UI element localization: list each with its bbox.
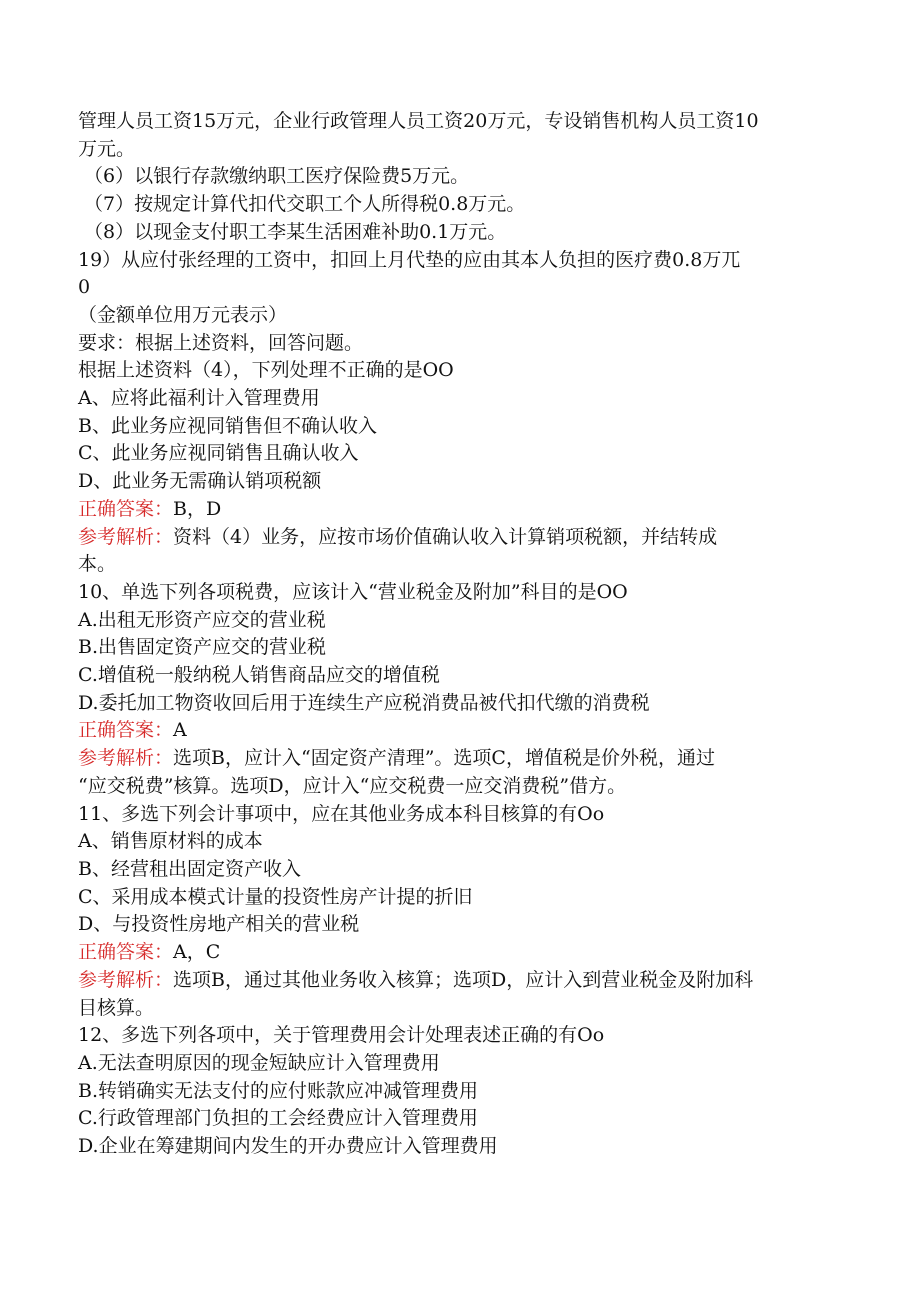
question-stem: 根据上述资料（4），下列处理不正确的是OO bbox=[78, 359, 454, 382]
question-stem: 11、多选下列会计事项中，应在其他业务成本科目核算的有Oo bbox=[78, 802, 605, 825]
analysis-label: 参考解析： bbox=[78, 747, 174, 770]
question-stem: 12、多选下列各项中，关于管理费用会计处理表述正确的有Oo bbox=[78, 1024, 605, 1047]
option-a: A.无法查明原因的现金短缺应计入管理费用 bbox=[78, 1051, 440, 1074]
document-body bbox=[78, 108, 848, 1161]
analysis-label: 参考解析： bbox=[78, 525, 174, 548]
option-b: B、经营租出固定资产收入 bbox=[78, 857, 301, 880]
intro-item-7: （7）按规定计算代扣代交职工个人所得税0.8万元。 bbox=[84, 193, 526, 216]
analysis-continued: 本。 bbox=[78, 553, 117, 576]
option-b: B.出售固定资产应交的营业税 bbox=[78, 636, 327, 659]
option-d: D.企业在筹建期间内发生的开办费应计入管理费用 bbox=[78, 1135, 498, 1158]
correct-answer bbox=[78, 939, 848, 967]
intro-item-19-line-1: 19）从应付张经理的工资中，扣回上月代垫的应由其本人负担的医疗费0.8万兀 bbox=[78, 248, 741, 271]
answer-label: 正确答案： bbox=[78, 497, 174, 520]
requirement: 要求：根据上述资料，回答问题。 bbox=[78, 331, 364, 354]
option-c: C、此业务应视同销售且确认收入 bbox=[78, 442, 359, 465]
answer-value: A bbox=[173, 719, 187, 742]
analysis-continued: “应交税费”核算。选项D，应计入“应交税费一应交消费税”借方。 bbox=[78, 774, 627, 797]
analysis bbox=[78, 524, 848, 552]
option-c: C.增值税一般纳税人销售商品应交的增值税 bbox=[78, 664, 440, 687]
option-a: A.出租无形资产应交的营业税 bbox=[78, 608, 326, 631]
answer-value: A，C bbox=[173, 941, 221, 964]
analysis bbox=[78, 745, 848, 773]
option-d: D、与投资性房地产相关的营业税 bbox=[78, 913, 360, 936]
analysis bbox=[78, 967, 848, 995]
analysis-text: 选项B，应计入“固定资产清理”。选项C，增值税是价外税，通过 bbox=[173, 747, 715, 770]
option-c: C.行政管理部门负担的工会经费应计入管理费用 bbox=[78, 1107, 478, 1130]
intro-item-19-line-2: 0 bbox=[78, 276, 91, 299]
correct-answer bbox=[78, 717, 848, 745]
intro-item-6: （6）以银行存款缴纳职工医疗保险费5万元。 bbox=[84, 165, 470, 188]
option-a: A、销售原材料的成本 bbox=[78, 830, 263, 853]
option-c: C、采用成本模式计量的投资性房产计提的折旧 bbox=[78, 885, 473, 908]
intro-item-8: （8）以现金支付职工李某生活困难补助0.1万元。 bbox=[84, 220, 507, 243]
analysis-text: 选项B，通过其他业务收入核算；选项D，应计入到营业税金及附加科 bbox=[173, 968, 754, 991]
option-b: B、此业务应视同销售但不确认收入 bbox=[78, 414, 377, 437]
unit-note: （金额单位用万元表示） bbox=[78, 303, 288, 326]
answer-label: 正确答案： bbox=[78, 941, 174, 964]
answer-label: 正确答案： bbox=[78, 719, 174, 742]
option-b: B.转销确实无法支付的应付账款应冲减管理费用 bbox=[78, 1079, 479, 1102]
option-d: D.委托加工物资收回后用于连续生产应税消费品被代扣代缴的消费税 bbox=[78, 691, 650, 714]
analysis-label: 参考解析： bbox=[78, 968, 174, 991]
correct-answer bbox=[78, 496, 848, 524]
answer-value: B，D bbox=[173, 497, 222, 520]
option-a: A、应将此福利计入管理费用 bbox=[78, 387, 320, 410]
analysis-continued: 目核算。 bbox=[78, 996, 155, 1019]
analysis-text: 资料（4）业务，应按市场价值确认收入计算销项税额，并结转成 bbox=[173, 525, 718, 548]
question-stem: 10、单选下列各项税费，应该计入“营业税金及附加”科目的是OO bbox=[78, 580, 628, 603]
intro-line-2: 万元。 bbox=[78, 137, 136, 160]
intro-line-1: 管理人员工资15万元，企业行政管理人员工资20万元，专设销售机构人员工资10 bbox=[78, 110, 759, 132]
option-d: D、此业务无需确认销项税额 bbox=[78, 470, 322, 493]
